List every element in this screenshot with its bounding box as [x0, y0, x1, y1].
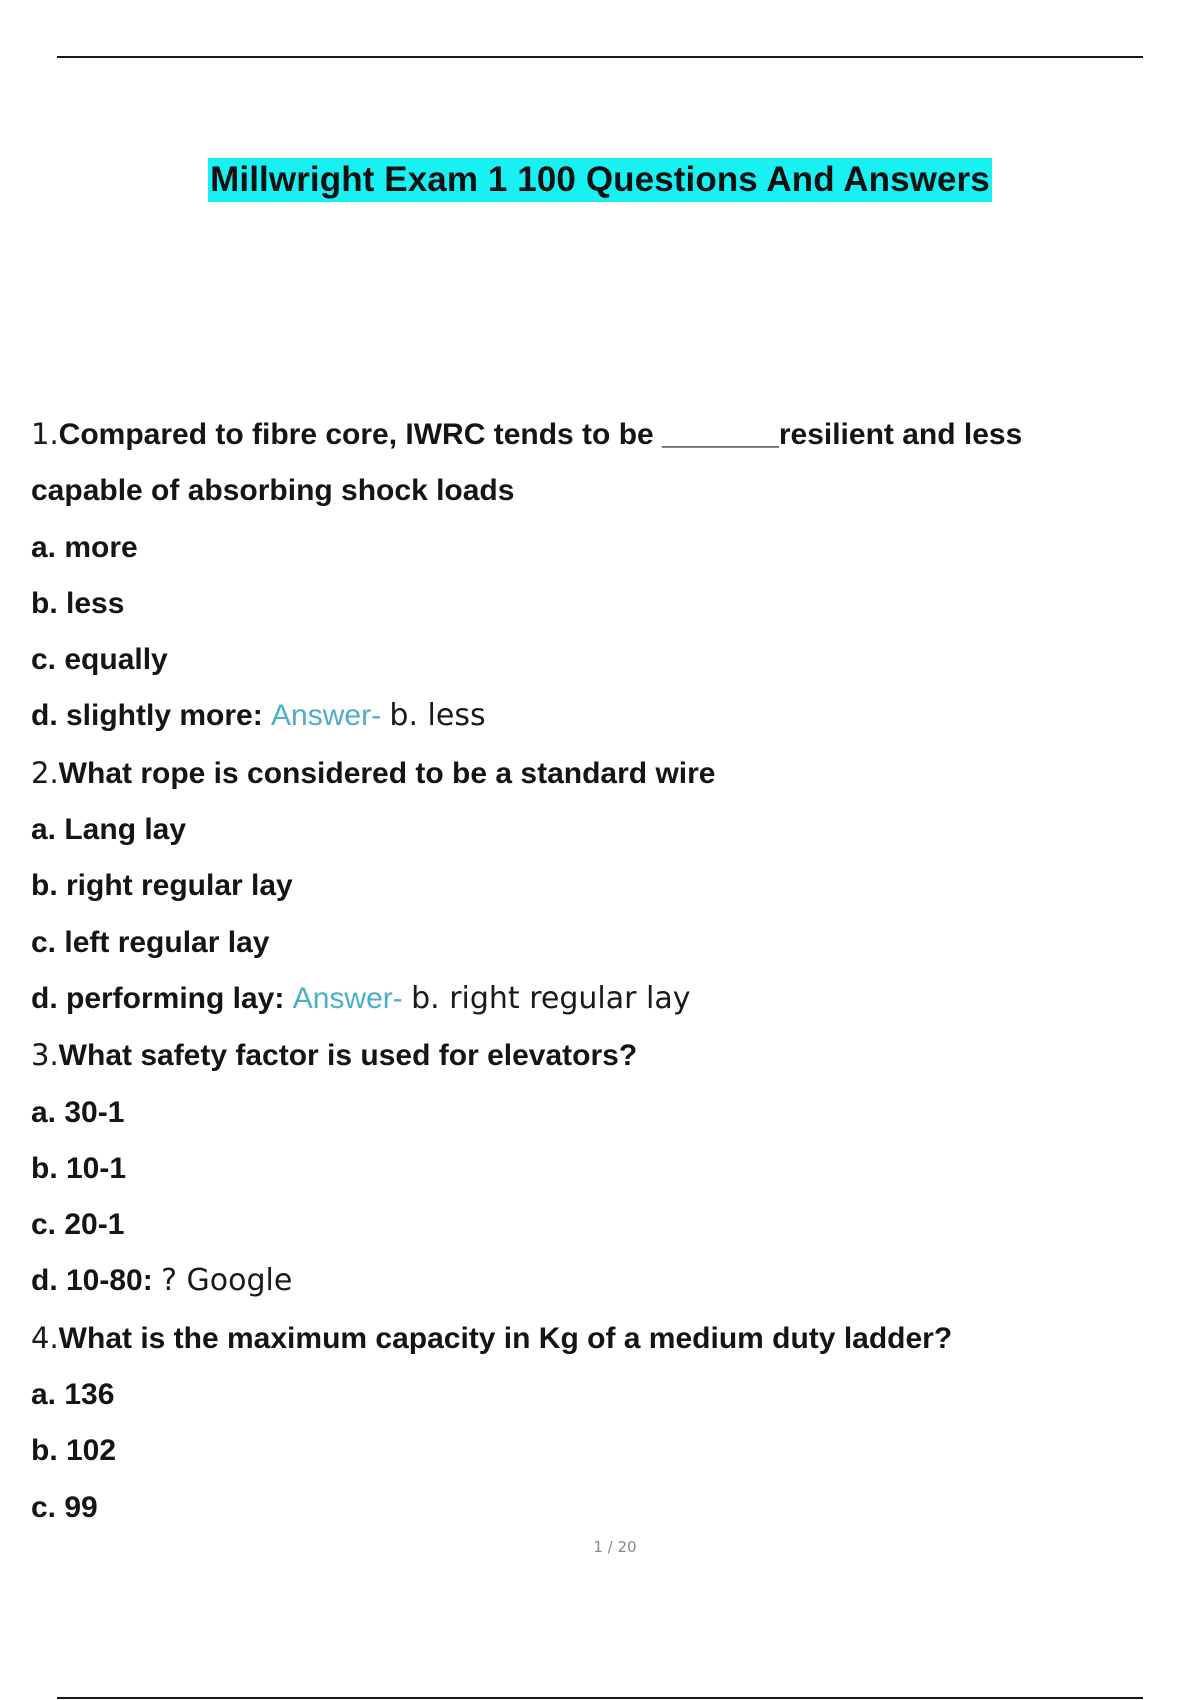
question-3-note: ? Google [161, 1263, 293, 1299]
document-title: Millwright Exam 1 100 Questions And Answers [208, 158, 992, 202]
question-3-number: 3. [31, 1038, 59, 1073]
question-1-text: Compared to fibre core, IWRC tends to be _______resilient and less [58, 418, 1023, 451]
question-3-text: What safety factor is used for elevators? [58, 1039, 638, 1073]
question-1-number: 1. [31, 417, 59, 451]
question-4-text: What is the maximum capacity in Kg of a medium duty ladder? [58, 1321, 953, 1355]
question-2-option-d: d. performing lay: [31, 981, 285, 1015]
question-4-number: 4. [31, 1320, 59, 1355]
title-container [0, 158, 1200, 202]
question-1-option-d: d. slightly more: [31, 699, 263, 733]
question-4-line-1 [31, 1310, 1141, 1367]
question-1-line-1 [31, 406, 1141, 463]
question-1-option-d-row [31, 688, 1141, 744]
question-2-option-b: b. right regular lay [31, 869, 293, 903]
question-3-option-d-row [31, 1253, 1141, 1309]
question-4-option-b: b. 102 [31, 1434, 117, 1468]
question-1-option-a: a. more [31, 530, 138, 564]
question-1-line-2: capable of absorbing shock loads [31, 474, 515, 508]
question-3-option-a: a. 30-1 [31, 1095, 125, 1129]
question-3-option-b: b. 10-1 [31, 1151, 127, 1185]
bottom-divider [57, 1697, 1143, 1699]
question-3-option-d: d. 10-80: [31, 1264, 153, 1298]
question-1-option-c: c. equally [31, 643, 168, 677]
question-3-line-1 [31, 1027, 1141, 1084]
question-2-option-c: c. left regular lay [31, 925, 270, 959]
question-4-option-a: a. 136 [31, 1378, 115, 1412]
question-2-number: 2. [31, 755, 59, 790]
top-divider [57, 56, 1143, 58]
question-1-answer: b. less [389, 698, 486, 734]
question-2-option-d-row [31, 971, 1141, 1027]
question-1-option-b: b. less [31, 586, 125, 620]
question-2-text: What rope is considered to be a standard wire [58, 756, 716, 790]
question-4-option-c: c. 99 [31, 1490, 98, 1524]
question-1-answer-label: Answer- [271, 699, 382, 733]
question-2-answer: b. right regular lay [411, 980, 691, 1016]
page-indicator: 1 / 20 [593, 1538, 637, 1556]
question-3-option-c: c. 20-1 [31, 1208, 125, 1242]
question-2-line-1 [31, 745, 1141, 802]
question-list [31, 406, 1141, 1536]
question-2-answer-label: Answer- [292, 981, 403, 1015]
question-2-option-a: a. Lang lay [31, 813, 187, 847]
